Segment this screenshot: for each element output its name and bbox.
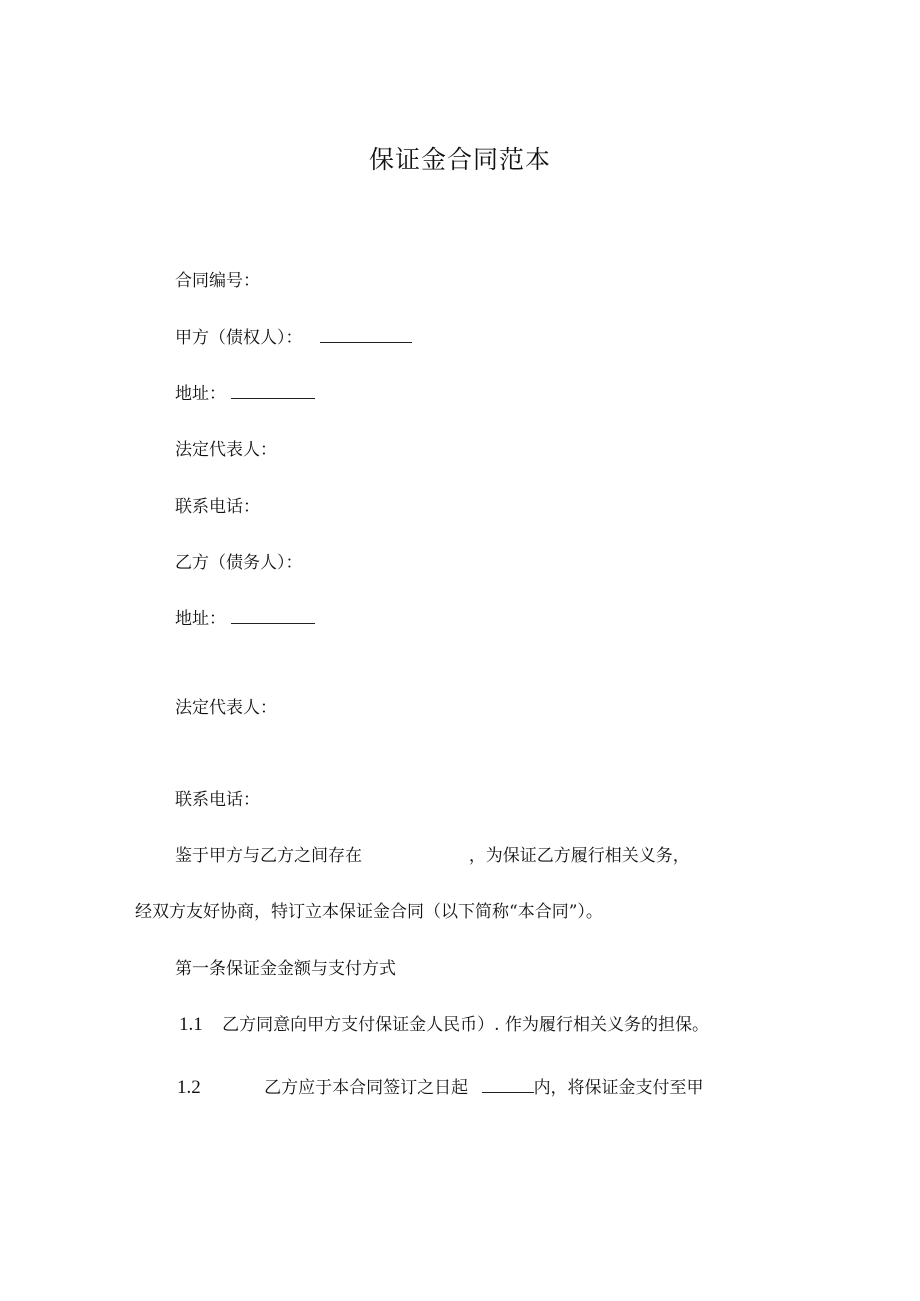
party-a-phone-label: 联系电话： (175, 497, 260, 517)
clause-1-2 (177, 1077, 704, 1099)
party-a-line (175, 327, 412, 349)
party-a-address-label: 地址： (175, 384, 226, 404)
party-a-blank (320, 328, 412, 343)
recital-part-1: 鉴于甲方与乙方之间存在 (175, 846, 362, 866)
party-b-phone-label: 联系电话： (175, 790, 260, 810)
recital-line-1 (175, 845, 690, 867)
article-1-heading: 第一条保证金金额与支付方式 (175, 959, 396, 979)
party-b-address-line (175, 608, 315, 630)
recital-line-2: 经双方友好协商，特订立本保证金合同（以下简称“本合同”）。 (135, 902, 603, 922)
clause-1-1-text: 乙方同意向甲方支付保证金人民币）. 作为履行相关义务的担保。 (222, 1015, 709, 1035)
party-a-address-line (175, 383, 315, 405)
party-a-address-blank (231, 384, 315, 399)
party-b-label: 乙方（债务人）： (175, 553, 303, 573)
clause-1-1-number: 1.1 (179, 1014, 203, 1035)
clause-1-2-blank (482, 1078, 534, 1093)
party-b-address-blank (231, 609, 315, 624)
clause-1-2-text-before: 乙方应于本合同签订之日起 (264, 1078, 469, 1098)
party-a-label: 甲方（债权人）： (175, 328, 303, 348)
recital-part-2: ，为保证乙方履行相关义务， (468, 846, 690, 866)
party-b-address-label: 地址： (175, 609, 226, 629)
clause-1-2-number: 1.2 (177, 1077, 201, 1098)
clause-1-1 (179, 1014, 709, 1036)
contract-number-label: 合同编号： (175, 271, 260, 291)
document-title: 保证金合同范本 (368, 145, 551, 174)
clause-1-2-text-after: 内，将保证金支付至甲 (533, 1078, 704, 1098)
party-b-rep-label: 法定代表人： (175, 698, 277, 718)
party-a-rep-label: 法定代表人： (175, 440, 277, 460)
